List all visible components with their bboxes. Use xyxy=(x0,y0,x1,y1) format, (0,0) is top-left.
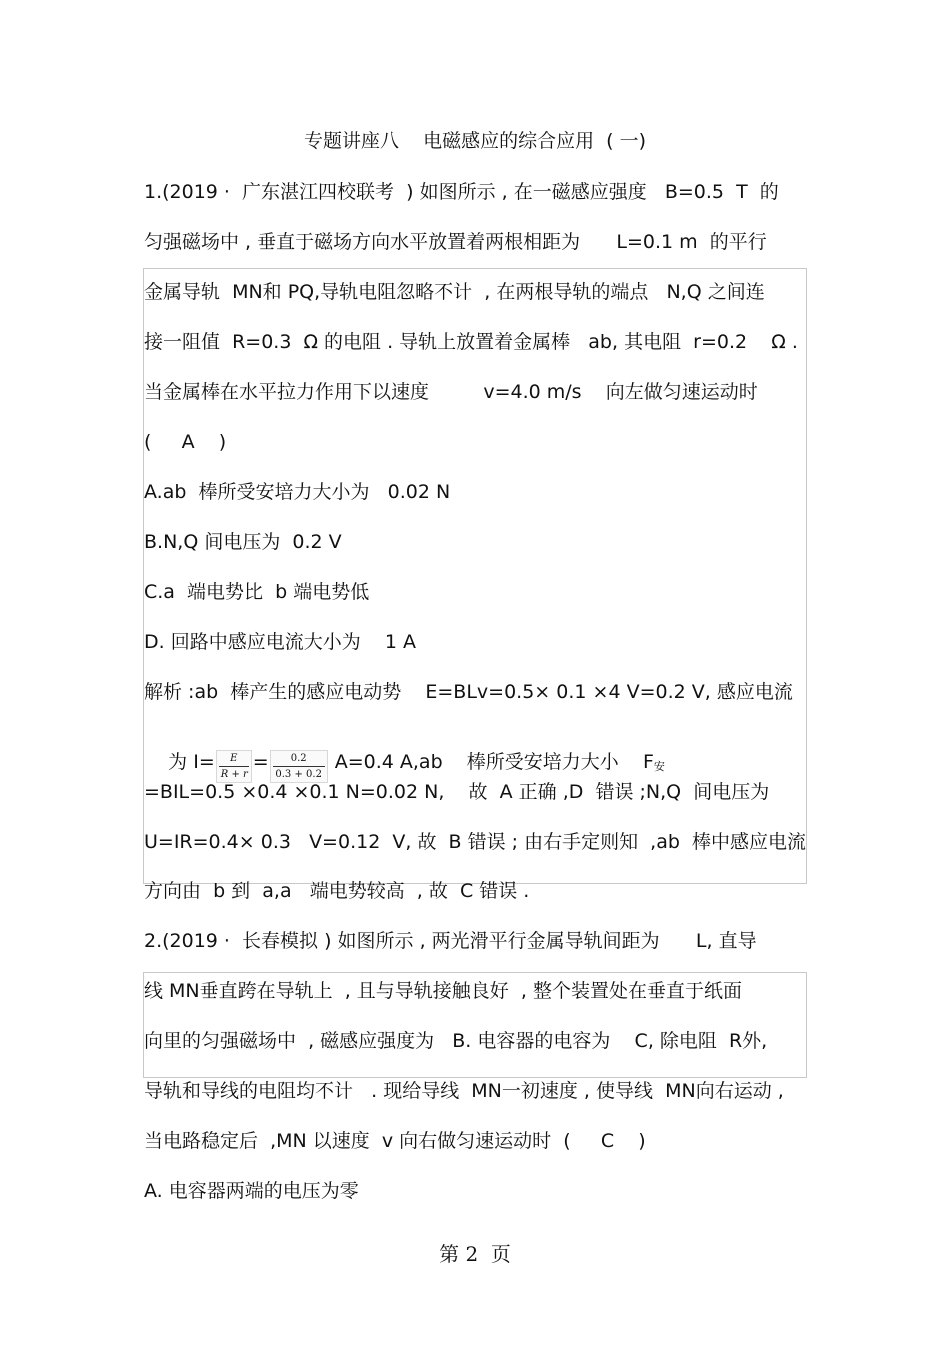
q1-solution-line-1: 解析 :ab 棒产生的感应电动势 E=BLv=0.5× 0.1 ×4 V=0.2 V, 感应电流 xyxy=(144,681,793,703)
q1-option-b: B.N,Q 间电压为 0.2 V xyxy=(144,531,342,553)
q1-line-5: 当金属棒在水平拉力作用下以速度 v=4.0 m/s 向左做匀速运动时 xyxy=(144,381,758,403)
solution-current-suffix: A=0.4 A,ab 棒所受安培力大小 F xyxy=(328,751,654,773)
q1-line-1: 1.(2019 · 广东湛江四校联考 ) 如图所示 , 在一磁感应强度 B=0.5 T 的 xyxy=(144,181,779,203)
q2-line-1: 2.(2019 · 长春模拟 ) 如图所示 , 两光滑平行金属导轨间距为 L, 直导 xyxy=(144,930,757,952)
q1-solution-line-5: 方向由 b 到 a,a 端电势较高 , 故 C 错误 . xyxy=(144,880,530,902)
q1-solution-line-4: U=IR=0.4× 0.3 V=0.12 V, 故 B 错误 ; 由右手定则知 ,ab 棒中感应电流 xyxy=(144,831,806,853)
q1-line-4: 接一阻值 R=0.3 Ω 的电阻 . 导轨上放置着金属棒 ab, 其电阻 r=0.2 Ω . xyxy=(144,331,798,353)
q1-line-3: 金属导轨 MN和 PQ,导轨电阻忽略不计 , 在两根导轨的端点 N,Q 之间连 xyxy=(144,281,765,303)
equals-sign: = xyxy=(252,751,269,773)
q2-line-3: 向里的匀强磁场中 , 磁感应强度为 B. 电容器的电容为 C, 除电阻 R外, xyxy=(144,1030,768,1052)
q1-line-2: 匀强磁场中 , 垂直于磁场方向水平放置着两根相距为 L=0.1 m 的平行 xyxy=(144,231,767,253)
page-title: 专题讲座八 电磁感应的综合应用 ( 一) xyxy=(303,130,647,152)
fraction-denominator: 0.3 + 0.2 xyxy=(275,769,322,780)
q1-answer-line: ( A ) xyxy=(144,431,227,453)
q1-solution-line-3: =BIL=0.5 ×0.4 ×0.1 N=0.02 N, 故 A 正确 ,D 错误 ;N,Q 间电压为 xyxy=(144,781,770,803)
q1-option-c: C.a 端电势比 b 端电势低 xyxy=(144,581,370,603)
q2-option-a: A. 电容器两端的电压为零 xyxy=(144,1180,359,1202)
fraction-numerator: 0.2 xyxy=(273,751,325,767)
solution-current-prefix: 为 I= xyxy=(168,751,215,773)
fraction-numerator: E xyxy=(219,751,249,767)
page-number: 第 2 页 xyxy=(439,1242,511,1266)
q2-line-2: 线 MN垂直跨在导轨上 , 且与导轨接触良好 , 整个装置处在垂直于纸面 xyxy=(144,980,742,1002)
q1-option-d: D. 回路中感应电流大小为 1 A xyxy=(144,631,416,653)
q1-option-a: A.ab 棒所受安培力大小为 0.02 N xyxy=(144,481,451,503)
force-subscript: 安 xyxy=(653,760,665,773)
fraction-denominator: R + r xyxy=(220,769,248,780)
q2-line-4: 导轨和导线的电阻均不计 . 现给导线 MN一初速度 , 使导线 MN向右运动 , xyxy=(144,1080,784,1102)
q2-answer-line: 当电路稳定后 ,MN 以速度 v 向右做匀速运动时 ( C ) xyxy=(144,1130,646,1152)
